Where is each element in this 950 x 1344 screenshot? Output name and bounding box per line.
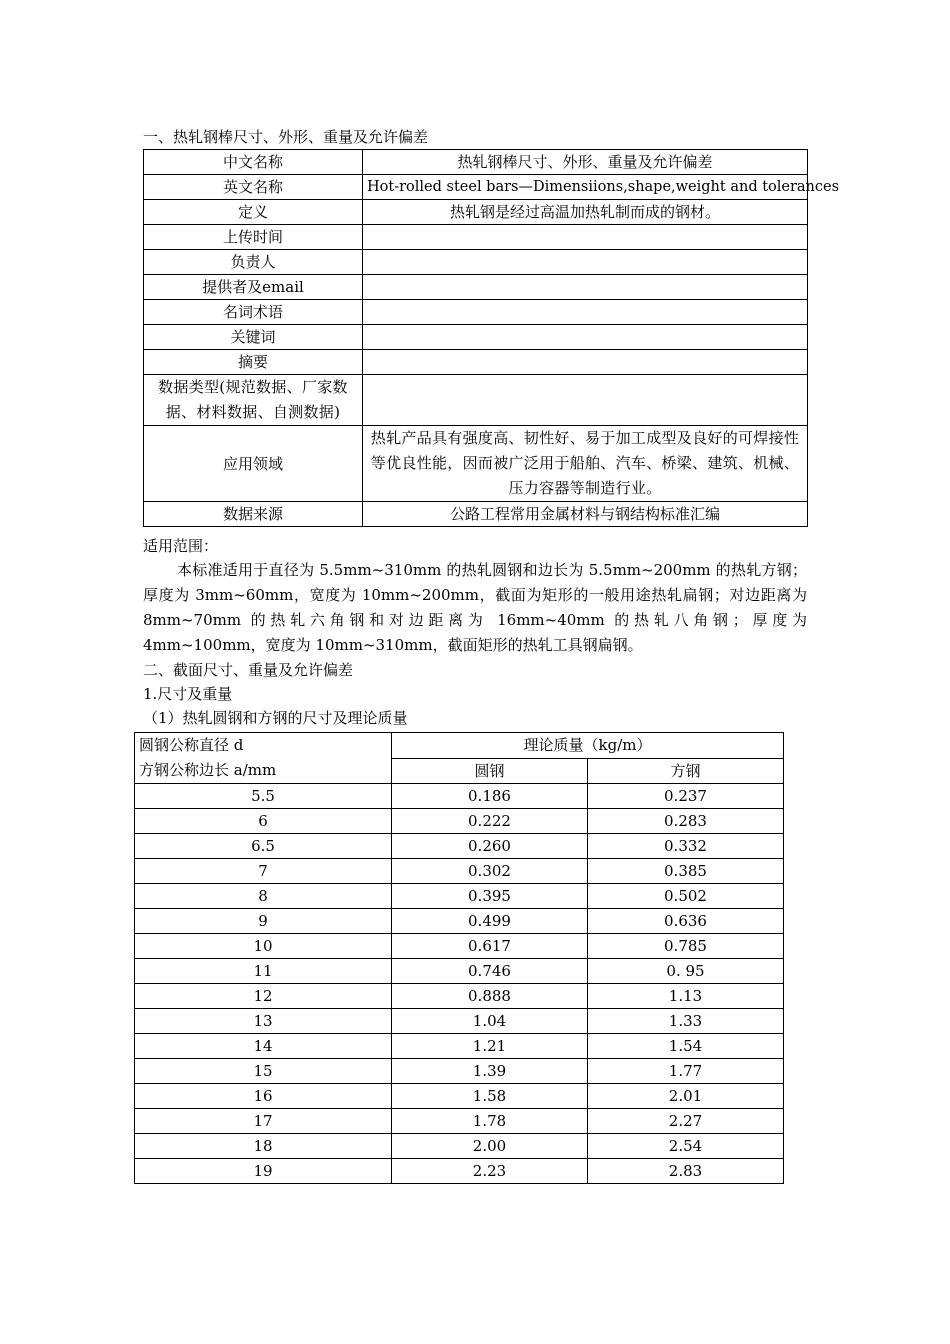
info-value: 热轧产品具有强度高、韧性好、易于加工成型及良好的可焊接性等优良性能，因而被广泛用于船舶、汽车、桥梁、建筑、机械、压力容器等制造行业。	[363, 426, 808, 502]
size-cell: 13	[135, 1009, 392, 1034]
table-row	[135, 1009, 784, 1034]
info-value	[363, 325, 808, 350]
info-value	[363, 375, 808, 426]
size-cell: 10	[135, 934, 392, 959]
info-value	[363, 225, 808, 250]
table-row	[135, 784, 784, 809]
info-table	[143, 149, 840, 527]
size-cell: 18	[135, 1134, 392, 1159]
size-cell: 7	[135, 859, 392, 884]
table-row	[135, 834, 784, 859]
round-mass-cell: 0.617	[392, 934, 588, 959]
info-value	[363, 350, 808, 375]
square-mass-cell: 0.636	[588, 909, 784, 934]
round-mass-cell: 1.58	[392, 1084, 588, 1109]
round-mass-cell: 1.04	[392, 1009, 588, 1034]
square-mass-cell: 1.54	[588, 1034, 784, 1059]
size-cell: 17	[135, 1109, 392, 1134]
round-mass-cell: 2.23	[392, 1159, 588, 1184]
round-mass-cell: 2.00	[392, 1134, 588, 1159]
info-key: 英文名称	[144, 175, 363, 200]
size-header-line2: 方钢公称边长 a/mm	[139, 761, 277, 779]
size-cell: 6	[135, 809, 392, 834]
size-cell: 19	[135, 1159, 392, 1184]
square-mass-cell: 0.785	[588, 934, 784, 959]
table-row	[135, 1034, 784, 1059]
round-mass-cell: 0.888	[392, 984, 588, 1009]
table-row	[135, 959, 784, 984]
info-value	[363, 275, 808, 300]
table-row	[144, 225, 808, 250]
table-row	[144, 175, 808, 200]
round-mass-cell: 0.222	[392, 809, 588, 834]
round-mass-cell: 0.746	[392, 959, 588, 984]
round-header: 圆钢	[392, 758, 588, 784]
table-row	[135, 1084, 784, 1109]
size-cell: 11	[135, 959, 392, 984]
size-cell: 9	[135, 909, 392, 934]
mass-table	[134, 732, 784, 1184]
round-mass-cell: 1.78	[392, 1109, 588, 1134]
square-mass-cell: 2.27	[588, 1109, 784, 1134]
size-cell: 16	[135, 1084, 392, 1109]
table-row	[144, 502, 808, 527]
square-mass-cell: 2.83	[588, 1159, 784, 1184]
round-mass-cell: 0.302	[392, 859, 588, 884]
info-key: 摘要	[144, 350, 363, 375]
info-key: 中文名称	[144, 150, 363, 175]
info-value: 热轧钢棒尺寸、外形、重量及允许偏差	[363, 150, 808, 175]
round-mass-cell: 1.21	[392, 1034, 588, 1059]
table-row	[135, 1159, 784, 1184]
info-value: Hot-rolled steel bars—Dimensiions,shape,weight and tolerances	[363, 175, 808, 200]
size-cell: 5.5	[135, 784, 392, 809]
table-row	[135, 884, 784, 909]
scope-label: 适用范围：	[143, 537, 219, 555]
square-mass-cell: 0.332	[588, 834, 784, 859]
info-key: 关键词	[144, 325, 363, 350]
table-row	[135, 1059, 784, 1084]
table-row	[135, 984, 784, 1009]
square-mass-cell: 2.01	[588, 1084, 784, 1109]
info-value: 热轧钢是经过高温加热轧制而成的钢材。	[363, 200, 808, 225]
section2-sub1: 1.尺寸及重量	[143, 685, 233, 703]
table-row	[135, 909, 784, 934]
square-mass-cell: 0.502	[588, 884, 784, 909]
table-row	[144, 350, 808, 375]
square-mass-cell: 1.33	[588, 1009, 784, 1034]
square-mass-cell: 0. 95	[588, 959, 784, 984]
round-mass-cell: 0.186	[392, 784, 588, 809]
round-mass-cell: 0.260	[392, 834, 588, 859]
info-key: 数据类型(规范数据、厂家数据、材料数据、自测数据)	[144, 375, 363, 426]
table-row	[144, 250, 808, 275]
square-mass-cell: 0.237	[588, 784, 784, 809]
section2-heading: 二、截面尺寸、重量及允许偏差	[143, 661, 354, 679]
square-mass-cell: 1.13	[588, 984, 784, 1009]
table-row	[144, 275, 808, 300]
info-value	[363, 250, 808, 275]
square-mass-cell: 0.385	[588, 859, 784, 884]
size-header	[135, 733, 392, 784]
table-header-row	[135, 733, 784, 759]
info-key: 应用领域	[144, 426, 363, 502]
table-row	[135, 1109, 784, 1134]
table-row	[144, 300, 808, 325]
square-mass-cell: 0.283	[588, 809, 784, 834]
table-row	[135, 809, 784, 834]
size-cell: 15	[135, 1059, 392, 1084]
section2-sub2: （1）热轧圆钢和方钢的尺寸及理论质量	[143, 709, 408, 727]
size-header-line1: 圆钢公称直径 d	[139, 736, 244, 754]
table-row	[144, 426, 808, 502]
info-value: 公路工程常用金属材料与钢结构标准汇编	[363, 502, 808, 527]
table-row	[144, 325, 808, 350]
size-cell: 14	[135, 1034, 392, 1059]
table-row	[144, 200, 808, 225]
size-cell: 8	[135, 884, 392, 909]
info-value	[363, 300, 808, 325]
square-mass-cell: 1.77	[588, 1059, 784, 1084]
section1-heading: 一、热轧钢棒尺寸、外形、重量及允许偏差	[143, 128, 429, 146]
round-mass-cell: 1.39	[392, 1059, 588, 1084]
scope-paragraph: 本标准适用于直径为 5.5mm~310mm 的热轧圆钢和边长为 5.5mm~200mm 的热轧方钢；厚度为 3mm~60mm，宽度为 10mm~200mm，截面为矩形的一般用途热轧扁钢；对边距离为 8mm~70mm 的热轧六角钢和对边距离为 16mm~40mm 的热轧八角钢；厚度为 4mm~100mm，宽度为 10mm~310mm，截面矩形的热轧工具钢扁钢。	[143, 561, 807, 654]
info-key: 负责人	[144, 250, 363, 275]
info-key: 提供者及email	[144, 275, 363, 300]
info-key: 名词术语	[144, 300, 363, 325]
size-cell: 6.5	[135, 834, 392, 859]
info-key: 数据来源	[144, 502, 363, 527]
table-row	[135, 1134, 784, 1159]
size-cell: 12	[135, 984, 392, 1009]
info-key: 上传时间	[144, 225, 363, 250]
info-key: 定义	[144, 200, 363, 225]
mass-group-header: 理论质量（kg/m）	[392, 733, 784, 759]
square-header: 方钢	[588, 758, 784, 784]
round-mass-cell: 0.499	[392, 909, 588, 934]
square-mass-cell: 2.54	[588, 1134, 784, 1159]
table-row	[144, 375, 808, 426]
table-row	[135, 859, 784, 884]
table-row	[135, 934, 784, 959]
table-row	[144, 150, 808, 175]
round-mass-cell: 0.395	[392, 884, 588, 909]
